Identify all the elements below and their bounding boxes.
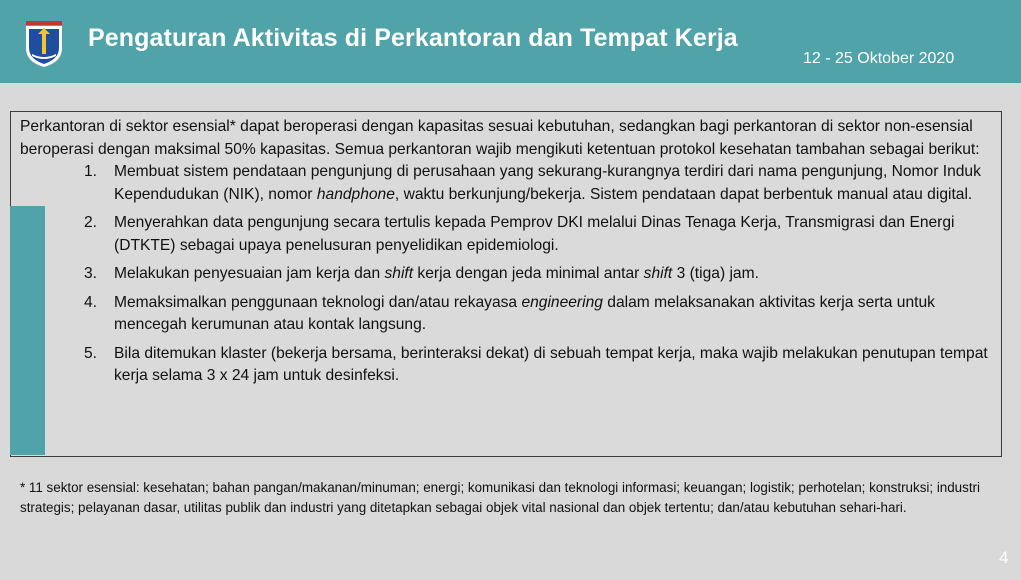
list-item [20, 263, 990, 286]
list-item-text: Bila ditemukan klaster (bekerja bersama, berinteraksi dekat) di sebuah tempat kerja, maka wajib melakukan penutupan tempat kerja selama 3 x 24 jam untuk desinfeksi. [114, 344, 988, 384]
list-item [20, 161, 990, 206]
list-item-number: 2. [84, 214, 98, 231]
footnote: * 11 sektor esensial: kesehatan; bahan pangan/makanan/minuman; energi; komunikasi dan teknologi informasi; keuangan; logistik; perhotelan; konstruksi; industri strategis; pelayanan dasar, utilitas publik dan industri yang ditetapkan sebagai objek vital nasional dan objek tertentu; dan/atau kebutuhan sehari-hari. [20, 480, 980, 515]
list-item-italic-text: shift [384, 265, 414, 282]
list-item-text: Menyerahkan data pengunjung secara tertulis kepada Pemprov DKI melalui Dinas Tenaga Kerja, Transmigrasi dan Energi (DTKTE) sebagai upaya penelusuran penyelidikan epidemiologi. [114, 214, 955, 254]
date-range: 12 - 25 Oktober 2020 [803, 50, 955, 67]
intro-paragraph: Perkantoran di sektor esensial* dapat beroperasi dengan kapasitas sesuai kebutuhan, sedangkan bagi perkantoran di sektor non-esensial beroperasi dengan maksimal 50% kapasitas. Semua perkantoran wajib mengikuti ketentuan protokol kesehatan tambahan sebagai berikut: [20, 118, 980, 158]
page-number: 4 [999, 548, 1009, 567]
list-item-italic-text: engineering [521, 293, 603, 311]
header-bar [0, 0, 1021, 83]
list-item-text: dalam melaksanakan aktivitas kerja serta untuk mencegah kerumunan atau kontak langsung. [114, 293, 935, 333]
list-item-text: 3 (tiga) jam. [672, 265, 759, 282]
jakarta-crest-icon [22, 20, 66, 68]
page-title: Pengaturan Aktivitas di Perkantoran dan Tempat Kerja [88, 24, 738, 52]
list-item-italic-text: handphone [316, 185, 395, 203]
list-item-number: 5. [84, 344, 98, 362]
list-item-text: Memaksimalkan penggunaan teknologi dan/atau rekayasa [114, 293, 522, 311]
protocol-list [20, 161, 990, 388]
list-item [20, 212, 990, 257]
list-item-italic-text: shift [643, 265, 673, 282]
list-item-number: 4. [84, 293, 98, 311]
list-item-text: kerja dengan jeda minimal antar [413, 265, 644, 282]
list-item-text: Membuat sistem pendataan pengunjung di perusahaan yang sekurang-kurangnya terdiri dari nama pengunjung, Nomor Induk Kependudukan (NIK), nomor [114, 163, 981, 203]
list-item-text: , waktu berkunjung/bekerja. Sistem pendataan dapat berbentuk manual atau digital. [394, 185, 973, 203]
list-item-number: 1. [84, 163, 98, 180]
list-item-text: Melakukan penyesuaian jam kerja dan [114, 265, 385, 282]
list-item [20, 292, 990, 337]
list-item [20, 343, 990, 388]
list-item-number: 3. [84, 265, 98, 282]
main-content [20, 116, 990, 394]
